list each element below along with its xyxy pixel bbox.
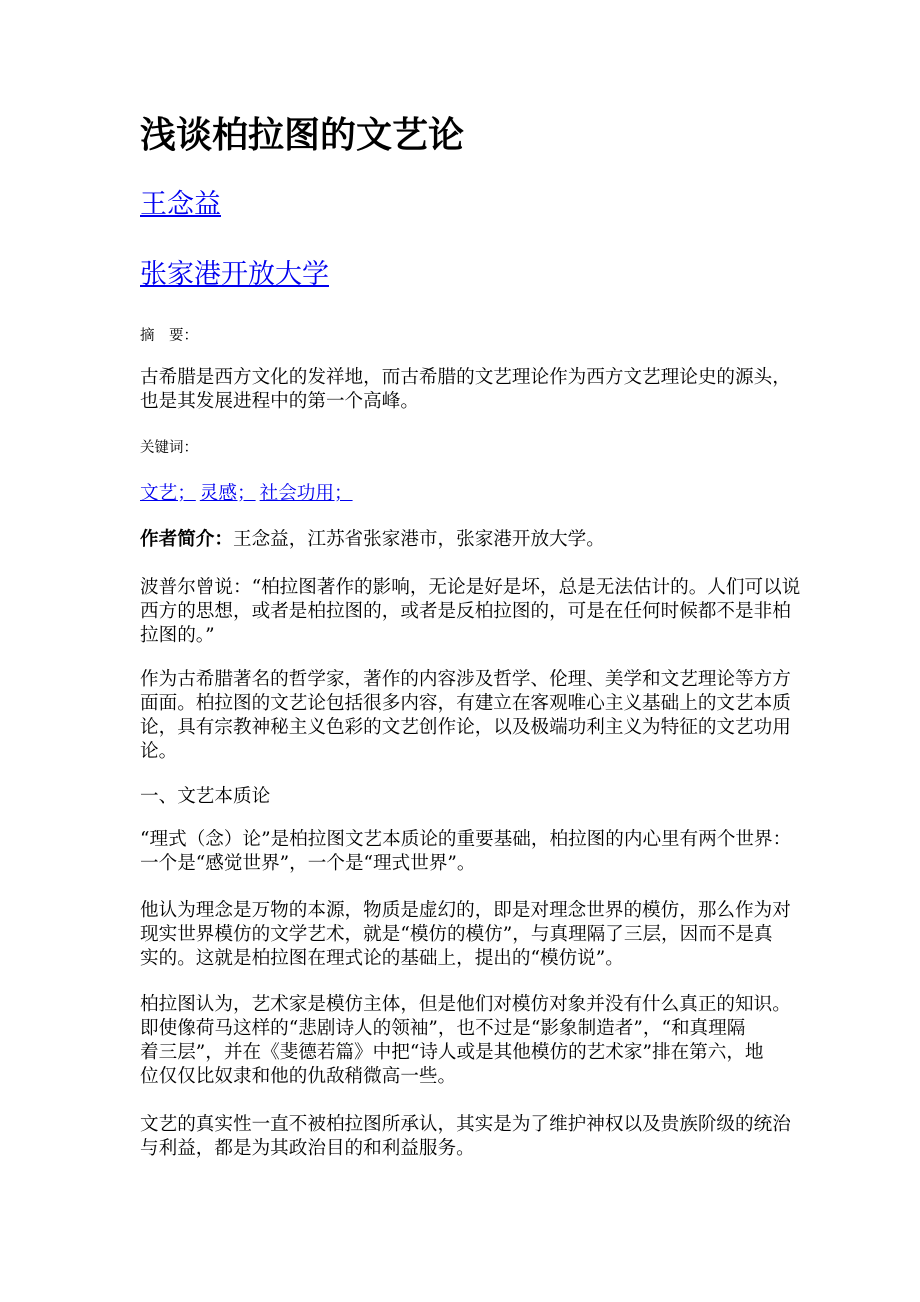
paragraph-line: 拉图的。” [140,625,215,646]
abstract-label: 摘 要： [140,328,198,344]
paragraph-line: 他认为理念是万物的本源，物质是虚幻的，即是对理念世界的模仿，那么作为对 [140,900,791,921]
document-title: 浅谈柏拉图的文艺论 [140,115,465,156]
paragraph-line: “理式（念）论”是柏拉图文艺本质论的重要基础，柏拉图的内心里有两个世界： [140,829,792,850]
keyword-link[interactable]: 灵感； [199,483,256,504]
section-heading: 一、文艺本质论 [140,786,271,807]
abstract-line: 古希腊是西方文化的发祥地，而古希腊的文艺理论作为西方文艺理论史的源头， [140,367,791,388]
abstract-line: 也是其发展进程中的第一个高峰。 [140,391,419,412]
paragraph-line: 面面。柏拉图的文艺论包括很多内容，有建立在客观唯心主义基础上的文艺本质 [140,693,791,714]
paragraph-line: 西方的思想，或者是柏拉图的，或者是反柏拉图的，可是在任何时候都不是非柏 [140,601,791,622]
paragraph-line: 即使像荷马这样的“悲剧诗人的领袖”，也不过是“影象制造者”，“和真理隔 [140,1018,746,1039]
paragraph-line: 着三层”，并在《斐德若篇》中把“诗人或是其他模仿的艺术家”排在第六，地 [140,1042,764,1063]
author-link[interactable]: 王念益 [140,189,221,220]
paragraph-line: 文艺的真实性一直不被柏拉图所承认，其实是为了维护神权以及贵族阶级的统治 [140,1114,791,1135]
author-bio [140,528,605,552]
paragraph-line: 论，具有宗教神秘主义色彩的文艺创作论，以及极端功利主义为特征的文艺功用 [140,717,791,738]
paragraph-line: 波普尔曾说：“柏拉图著作的影响，无论是好是坏，总是无法估计的。人们可以说 [140,577,801,598]
keywords-list [140,482,353,506]
paragraph-line: 现实世界模仿的文学艺术，就是“模仿的模仿”，与真理隔了三层，因而不是真 [140,924,773,945]
keywords-label: 关键词： [140,440,198,456]
institution-link[interactable]: 张家港开放大学 [140,259,329,290]
paragraph-line: 一个是“感觉世界”，一个是“理式世界”。 [140,853,476,874]
paragraph-line: 柏拉图认为，艺术家是模仿主体，但是他们对模仿对象并没有什么真正的知识。 [140,994,791,1015]
paragraph-line: 作为古希腊著名的哲学家，著作的内容涉及哲学、伦理、美学和文艺理论等方方 [140,669,791,690]
bio-label: 作者简介： [140,529,233,550]
paragraph-line: 实的。这就是柏拉图在理式论的基础上，提出的“模仿说”。 [140,948,624,969]
keyword-link[interactable]: 文艺； [140,483,196,504]
paragraph-line: 论。 [140,741,178,762]
paragraph-line: 与利益，都是为其政治目的和利益服务。 [140,1138,475,1159]
bio-text: 王念益，江苏省张家港市，张家港开放大学。 [232,529,605,550]
keyword-link[interactable]: 社会功用； [259,483,353,504]
paragraph-line: 位仅仅比奴隶和他的仇敌稍微高一些。 [140,1066,457,1087]
